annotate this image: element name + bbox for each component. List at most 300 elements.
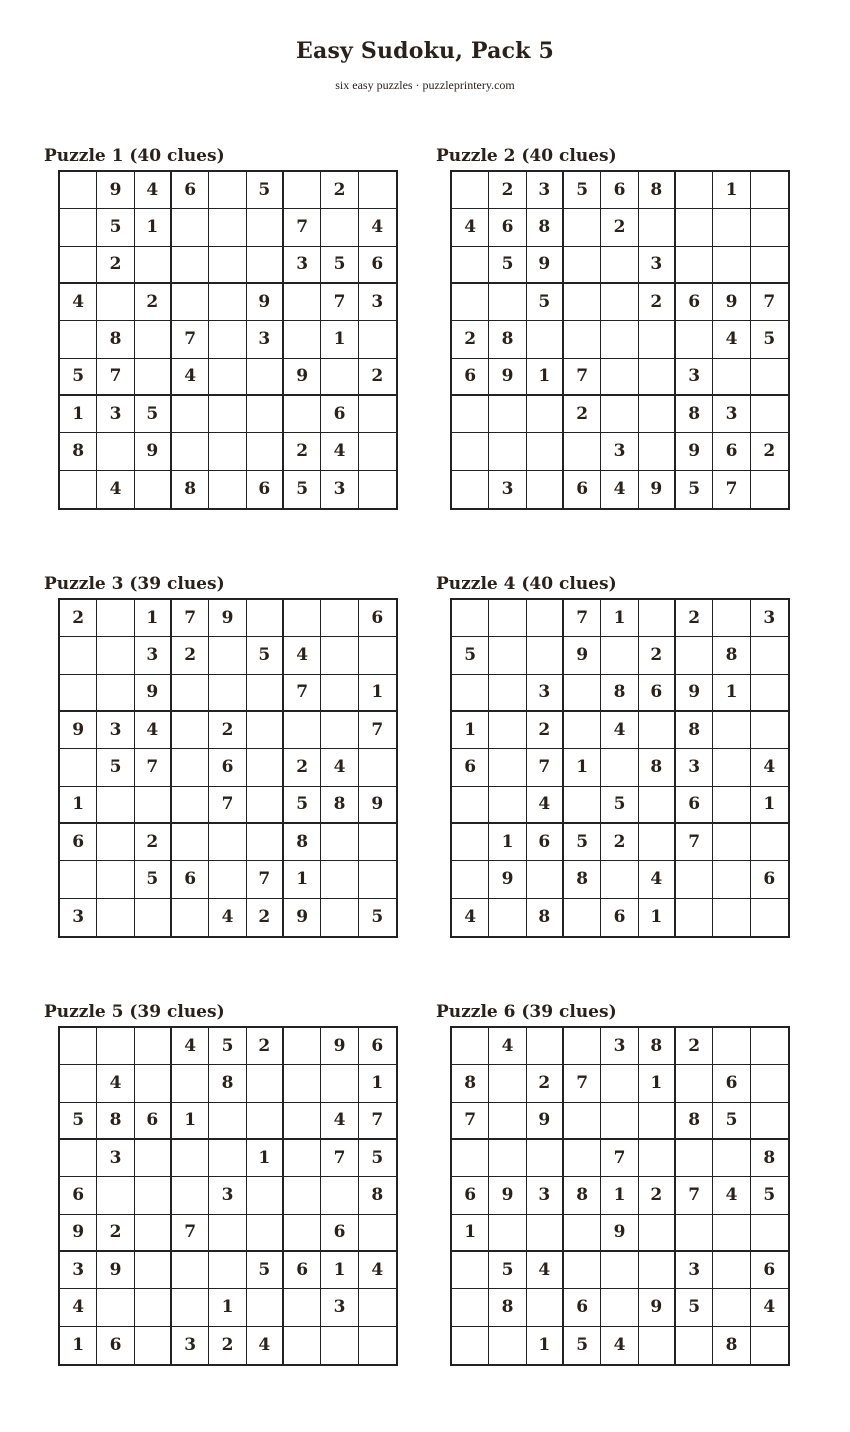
sudoku-cell	[97, 1177, 134, 1214]
sudoku-cell	[601, 749, 638, 786]
sudoku-cell: 8	[639, 1028, 676, 1065]
sudoku-cell	[452, 172, 489, 209]
sudoku-cell	[713, 1028, 750, 1065]
sudoku-cell	[676, 1140, 713, 1177]
sudoku-cell	[172, 824, 209, 861]
sudoku-cell	[713, 247, 750, 284]
sudoku-cell: 5	[489, 1252, 526, 1289]
sudoku-cell: 8	[713, 1327, 750, 1364]
sudoku-cell	[135, 1215, 172, 1252]
sudoku-cell: 3	[527, 172, 564, 209]
sudoku-cell: 5	[247, 172, 284, 209]
sudoku-cell	[639, 433, 676, 470]
sudoku-cell: 7	[452, 1103, 489, 1140]
sudoku-cell: 5	[321, 247, 358, 284]
sudoku-cell: 4	[359, 1252, 396, 1289]
sudoku-grid	[58, 1026, 398, 1366]
sudoku-cell	[321, 637, 358, 674]
sudoku-cell	[321, 899, 358, 936]
sudoku-cell	[209, 396, 246, 433]
sudoku-cell: 8	[489, 1289, 526, 1326]
sudoku-cell	[452, 433, 489, 470]
sudoku-cell	[489, 1215, 526, 1252]
sudoku-cell	[247, 1065, 284, 1102]
sudoku-cell	[247, 1215, 284, 1252]
sudoku-cell	[247, 824, 284, 861]
sudoku-cell	[60, 1140, 97, 1177]
sudoku-cell	[135, 471, 172, 508]
sudoku-cell	[527, 321, 564, 358]
sudoku-cell	[601, 1065, 638, 1102]
sudoku-cell	[564, 1028, 601, 1065]
sudoku-cell: 2	[284, 433, 321, 470]
sudoku-cell	[172, 787, 209, 824]
sudoku-cell: 1	[135, 209, 172, 246]
sudoku-cell	[601, 284, 638, 321]
sudoku-cell: 9	[321, 1028, 358, 1065]
sudoku-cell	[172, 396, 209, 433]
sudoku-cell	[284, 1177, 321, 1214]
sudoku-cell: 2	[601, 209, 638, 246]
sudoku-cell	[527, 861, 564, 898]
sudoku-cell: 8	[751, 1140, 788, 1177]
sudoku-cell: 9	[60, 1215, 97, 1252]
sudoku-cell	[527, 600, 564, 637]
sudoku-cell	[564, 247, 601, 284]
sudoku-cell: 5	[564, 824, 601, 861]
sudoku-cell	[564, 1252, 601, 1289]
sudoku-cell: 4	[247, 1327, 284, 1364]
sudoku-cell	[452, 396, 489, 433]
sudoku-cell	[209, 247, 246, 284]
sudoku-cell	[97, 675, 134, 712]
sudoku-cell	[209, 1252, 246, 1289]
sudoku-cell	[527, 396, 564, 433]
sudoku-cell: 3	[489, 471, 526, 508]
sudoku-cell	[751, 396, 788, 433]
sudoku-cell: 4	[527, 787, 564, 824]
sudoku-cell: 7	[284, 209, 321, 246]
sudoku-cell: 6	[359, 1028, 396, 1065]
sudoku-cell	[172, 675, 209, 712]
sudoku-cell: 8	[97, 1103, 134, 1140]
sudoku-cell	[135, 1140, 172, 1177]
sudoku-cell	[172, 284, 209, 321]
sudoku-cell	[601, 861, 638, 898]
sudoku-cell: 5	[564, 172, 601, 209]
sudoku-cell: 2	[639, 637, 676, 674]
sudoku-cell: 8	[676, 712, 713, 749]
sudoku-cell	[359, 471, 396, 508]
sudoku-cell	[172, 712, 209, 749]
sudoku-cell: 8	[97, 321, 134, 358]
sudoku-cell	[713, 899, 750, 936]
sudoku-cell	[527, 1140, 564, 1177]
sudoku-cell: 1	[247, 1140, 284, 1177]
sudoku-cell: 4	[321, 749, 358, 786]
sudoku-cell: 6	[751, 1252, 788, 1289]
sudoku-cell: 6	[284, 1252, 321, 1289]
sudoku-cell	[751, 824, 788, 861]
sudoku-cell	[601, 247, 638, 284]
sudoku-cell	[209, 824, 246, 861]
sudoku-cell: 1	[751, 787, 788, 824]
sudoku-cell	[639, 787, 676, 824]
sudoku-cell	[452, 1140, 489, 1177]
sudoku-cell	[172, 247, 209, 284]
sudoku-cell: 8	[527, 899, 564, 936]
sudoku-cell: 1	[527, 1327, 564, 1364]
sudoku-cell: 9	[60, 712, 97, 749]
sudoku-cell	[247, 1103, 284, 1140]
sudoku-cell: 7	[359, 1103, 396, 1140]
sudoku-cell	[601, 1252, 638, 1289]
sudoku-cell	[564, 1103, 601, 1140]
sudoku-cell	[359, 172, 396, 209]
page-subtitle: six easy puzzles · puzzleprintery.com	[335, 78, 515, 92]
sudoku-cell: 2	[601, 824, 638, 861]
sudoku-cell: 3	[359, 284, 396, 321]
sudoku-cell	[564, 1140, 601, 1177]
sudoku-cell: 6	[676, 787, 713, 824]
sudoku-cell	[284, 1065, 321, 1102]
sudoku-cell	[452, 471, 489, 508]
sudoku-cell: 2	[97, 247, 134, 284]
sudoku-cell: 4	[489, 1028, 526, 1065]
sudoku-cell: 8	[284, 824, 321, 861]
sudoku-cell: 6	[639, 675, 676, 712]
sudoku-cell	[676, 861, 713, 898]
sudoku-cell	[751, 675, 788, 712]
sudoku-cell	[247, 749, 284, 786]
sudoku-cell	[172, 433, 209, 470]
sudoku-cell: 6	[247, 471, 284, 508]
sudoku-cell	[564, 1215, 601, 1252]
sudoku-cell	[489, 396, 526, 433]
sudoku-cell: 8	[209, 1065, 246, 1102]
sudoku-cell	[713, 1215, 750, 1252]
sudoku-cell: 3	[676, 1252, 713, 1289]
sudoku-cell	[751, 172, 788, 209]
sudoku-cell	[321, 1327, 358, 1364]
sudoku-cell: 3	[209, 1177, 246, 1214]
sudoku-cell: 2	[284, 749, 321, 786]
sudoku-cell: 7	[564, 359, 601, 396]
sudoku-cell	[751, 359, 788, 396]
sudoku-cell: 9	[676, 433, 713, 470]
sudoku-cell: 4	[209, 899, 246, 936]
sudoku-cell: 1	[713, 675, 750, 712]
sudoku-cell	[284, 396, 321, 433]
sudoku-cell	[209, 1140, 246, 1177]
sudoku-cell	[321, 861, 358, 898]
sudoku-cell: 9	[527, 1103, 564, 1140]
sudoku-cell: 4	[135, 172, 172, 209]
sudoku-cell: 6	[172, 861, 209, 898]
sudoku-cell: 6	[713, 1065, 750, 1102]
sudoku-cell: 7	[676, 824, 713, 861]
sudoku-cell: 2	[676, 1028, 713, 1065]
sudoku-cell: 2	[97, 1215, 134, 1252]
sudoku-cell: 6	[172, 172, 209, 209]
sudoku-cell: 8	[321, 787, 358, 824]
puzzle-title: Puzzle 3 (39 clues)	[44, 574, 225, 594]
sudoku-cell: 3	[97, 396, 134, 433]
sudoku-cell: 5	[527, 284, 564, 321]
sudoku-cell: 9	[135, 675, 172, 712]
sudoku-cell	[209, 861, 246, 898]
sudoku-cell: 4	[60, 284, 97, 321]
sudoku-cell: 7	[135, 749, 172, 786]
sudoku-cell	[284, 712, 321, 749]
sudoku-cell: 7	[676, 1177, 713, 1214]
sudoku-cell: 9	[489, 359, 526, 396]
sudoku-cell: 1	[359, 675, 396, 712]
sudoku-cell	[639, 1252, 676, 1289]
sudoku-cell	[172, 1140, 209, 1177]
sudoku-cell: 3	[60, 1252, 97, 1289]
sudoku-cell	[135, 1252, 172, 1289]
sudoku-cell	[713, 1140, 750, 1177]
sudoku-cell	[97, 861, 134, 898]
sudoku-cell: 2	[359, 359, 396, 396]
sudoku-cell: 5	[713, 1103, 750, 1140]
sudoku-cell	[564, 787, 601, 824]
sudoku-cell	[639, 321, 676, 358]
sudoku-cell	[247, 433, 284, 470]
sudoku-cell: 1	[527, 359, 564, 396]
sudoku-cell: 9	[489, 1177, 526, 1214]
sudoku-cell: 8	[676, 1103, 713, 1140]
sudoku-cell	[321, 824, 358, 861]
sudoku-cell: 3	[527, 675, 564, 712]
sudoku-cell	[639, 396, 676, 433]
sudoku-cell: 8	[639, 749, 676, 786]
sudoku-cell: 8	[359, 1177, 396, 1214]
sudoku-cell: 3	[321, 471, 358, 508]
sudoku-cell	[452, 675, 489, 712]
sudoku-cell: 5	[284, 471, 321, 508]
sudoku-cell: 5	[601, 787, 638, 824]
sudoku-cell	[751, 1215, 788, 1252]
sudoku-cell: 4	[713, 1177, 750, 1214]
sudoku-cell	[489, 1103, 526, 1140]
sudoku-cell: 7	[172, 321, 209, 358]
sudoku-cell: 4	[601, 1327, 638, 1364]
sudoku-cell: 7	[564, 600, 601, 637]
sudoku-cell: 6	[751, 861, 788, 898]
sudoku-cell: 7	[564, 1065, 601, 1102]
sudoku-cell: 9	[527, 247, 564, 284]
sudoku-cell: 5	[564, 1327, 601, 1364]
sudoku-cell: 4	[452, 209, 489, 246]
sudoku-cell: 4	[601, 471, 638, 508]
sudoku-cell	[489, 433, 526, 470]
sudoku-cell	[639, 1140, 676, 1177]
sudoku-cell: 3	[172, 1327, 209, 1364]
sudoku-cell	[639, 824, 676, 861]
sudoku-cell: 9	[284, 359, 321, 396]
sudoku-cell: 6	[321, 396, 358, 433]
sudoku-cell: 1	[321, 321, 358, 358]
sudoku-cell: 5	[751, 321, 788, 358]
sudoku-cell	[452, 600, 489, 637]
sudoku-cell: 2	[489, 172, 526, 209]
sudoku-cell	[639, 359, 676, 396]
sudoku-cell	[172, 1065, 209, 1102]
sudoku-cell	[527, 1215, 564, 1252]
sudoku-cell: 6	[452, 1177, 489, 1214]
sudoku-cell: 7	[172, 600, 209, 637]
sudoku-cell: 3	[676, 359, 713, 396]
sudoku-cell: 9	[135, 433, 172, 470]
sudoku-cell	[60, 321, 97, 358]
sudoku-cell	[713, 209, 750, 246]
sudoku-cell: 4	[527, 1252, 564, 1289]
sudoku-cell: 4	[135, 712, 172, 749]
sudoku-cell	[247, 209, 284, 246]
sudoku-cell: 6	[713, 433, 750, 470]
sudoku-cell	[284, 172, 321, 209]
sudoku-cell	[751, 247, 788, 284]
sudoku-cell: 7	[284, 675, 321, 712]
sudoku-cell	[172, 209, 209, 246]
sudoku-cell	[284, 1028, 321, 1065]
sudoku-cell: 5	[247, 1252, 284, 1289]
sudoku-cell: 4	[452, 899, 489, 936]
sudoku-cell: 2	[172, 637, 209, 674]
sudoku-cell	[135, 359, 172, 396]
sudoku-cell: 3	[284, 247, 321, 284]
sudoku-cell	[452, 247, 489, 284]
sudoku-cell	[359, 321, 396, 358]
sudoku-cell	[172, 1289, 209, 1326]
sudoku-cell	[209, 675, 246, 712]
sudoku-cell	[527, 433, 564, 470]
sudoku-cell: 4	[172, 1028, 209, 1065]
sudoku-cell: 6	[359, 600, 396, 637]
sudoku-cell	[284, 1289, 321, 1326]
sudoku-cell	[601, 359, 638, 396]
sudoku-cell	[359, 749, 396, 786]
sudoku-grid	[450, 598, 790, 938]
sudoku-cell	[247, 675, 284, 712]
sudoku-cell: 4	[284, 637, 321, 674]
sudoku-cell: 9	[489, 861, 526, 898]
sudoku-cell	[676, 1327, 713, 1364]
sudoku-cell	[172, 749, 209, 786]
sudoku-cell: 7	[359, 712, 396, 749]
sudoku-cell: 3	[676, 749, 713, 786]
sudoku-cell: 4	[751, 749, 788, 786]
sudoku-cell	[209, 209, 246, 246]
sudoku-cell	[359, 824, 396, 861]
sudoku-cell	[321, 1177, 358, 1214]
sudoku-grid	[450, 170, 790, 510]
sudoku-cell	[135, 1327, 172, 1364]
sudoku-cell: 3	[639, 247, 676, 284]
sudoku-cell	[321, 359, 358, 396]
sudoku-cell	[172, 1177, 209, 1214]
puzzle-title: Puzzle 4 (40 clues)	[436, 574, 617, 594]
sudoku-cell: 9	[676, 675, 713, 712]
sudoku-cell	[60, 247, 97, 284]
sudoku-cell	[60, 209, 97, 246]
sudoku-cell: 7	[321, 1140, 358, 1177]
sudoku-cell	[676, 209, 713, 246]
sudoku-cell	[489, 600, 526, 637]
sudoku-cell: 6	[452, 749, 489, 786]
sudoku-cell: 7	[247, 861, 284, 898]
sudoku-cell: 3	[60, 899, 97, 936]
sudoku-cell	[209, 359, 246, 396]
sudoku-cell	[452, 1252, 489, 1289]
sudoku-cell: 6	[135, 1103, 172, 1140]
sudoku-cell: 7	[172, 1215, 209, 1252]
puzzle-title: Puzzle 1 (40 clues)	[44, 146, 225, 166]
sudoku-cell	[60, 637, 97, 674]
sudoku-cell: 7	[97, 359, 134, 396]
sudoku-cell	[639, 712, 676, 749]
sudoku-cell: 1	[713, 172, 750, 209]
sudoku-cell	[247, 600, 284, 637]
sudoku-cell	[60, 1065, 97, 1102]
sudoku-cell	[564, 433, 601, 470]
sudoku-cell	[676, 247, 713, 284]
sudoku-cell: 2	[639, 284, 676, 321]
sudoku-cell: 5	[452, 637, 489, 674]
sudoku-cell	[751, 1327, 788, 1364]
sudoku-cell: 8	[452, 1065, 489, 1102]
sudoku-cell	[359, 637, 396, 674]
sudoku-cell	[489, 284, 526, 321]
sudoku-cell: 9	[247, 284, 284, 321]
sudoku-cell: 5	[135, 396, 172, 433]
sudoku-cell: 8	[601, 675, 638, 712]
sudoku-cell: 1	[135, 600, 172, 637]
sudoku-cell: 6	[60, 1177, 97, 1214]
sudoku-cell	[713, 1289, 750, 1326]
sudoku-cell	[359, 861, 396, 898]
sudoku-cell	[713, 600, 750, 637]
sudoku-cell: 9	[97, 172, 134, 209]
sudoku-cell: 2	[135, 824, 172, 861]
sudoku-cell: 4	[97, 471, 134, 508]
sudoku-cell	[489, 1327, 526, 1364]
sudoku-cell	[452, 1327, 489, 1364]
sudoku-cell	[751, 637, 788, 674]
sudoku-cell: 5	[97, 749, 134, 786]
sudoku-cell	[489, 675, 526, 712]
sudoku-cell	[359, 396, 396, 433]
sudoku-cell: 2	[527, 712, 564, 749]
sudoku-cell: 5	[676, 471, 713, 508]
sudoku-cell	[564, 899, 601, 936]
sudoku-cell: 8	[172, 471, 209, 508]
sudoku-cell: 5	[135, 861, 172, 898]
sudoku-cell	[209, 471, 246, 508]
sudoku-cell	[639, 209, 676, 246]
sudoku-cell: 4	[713, 321, 750, 358]
sudoku-cell: 9	[601, 1215, 638, 1252]
sudoku-cell	[97, 600, 134, 637]
sudoku-cell	[97, 899, 134, 936]
sudoku-cell	[676, 172, 713, 209]
sudoku-cell: 2	[676, 600, 713, 637]
sudoku-cell	[135, 1028, 172, 1065]
sudoku-cell: 4	[60, 1289, 97, 1326]
sudoku-cell: 6	[564, 1289, 601, 1326]
